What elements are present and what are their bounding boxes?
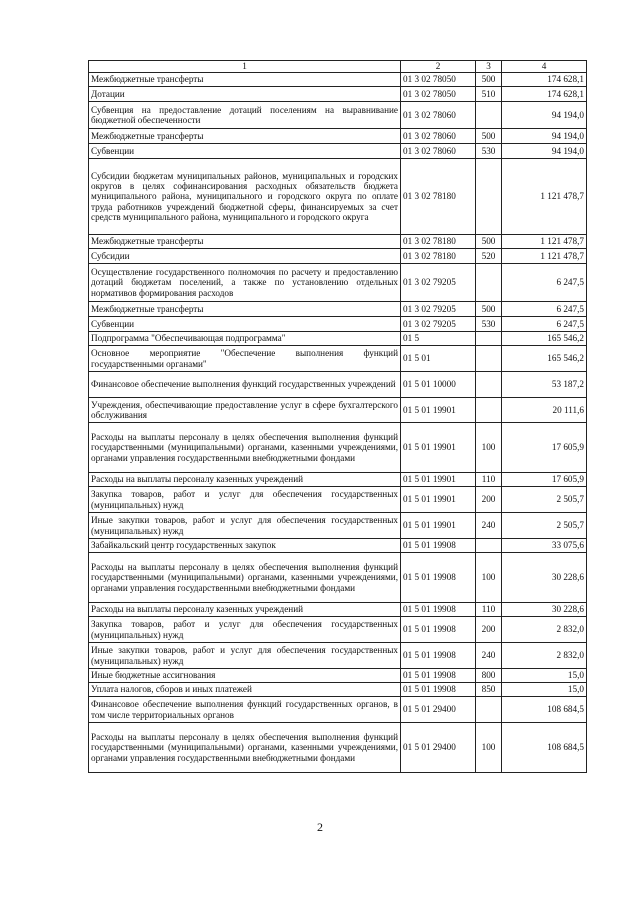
row-amount: 1 121 478,7 bbox=[502, 235, 587, 249]
row-type: 530 bbox=[476, 317, 502, 332]
table-row bbox=[89, 87, 587, 102]
row-amount: 174 628,1 bbox=[502, 73, 587, 87]
row-code: 01 3 02 78180 bbox=[401, 159, 476, 235]
row-amount: 15,0 bbox=[502, 669, 587, 683]
row-code: 01 5 01 10000 bbox=[401, 372, 476, 398]
row-name: Субвенции bbox=[89, 144, 401, 159]
row-name: Межбюджетные трансферты bbox=[89, 73, 401, 87]
row-amount: 2 832,0 bbox=[502, 617, 587, 643]
row-code: 01 5 01 19908 bbox=[401, 617, 476, 643]
row-type: 500 bbox=[476, 73, 502, 87]
row-amount: 94 194,0 bbox=[502, 102, 587, 129]
budget-table bbox=[88, 60, 587, 773]
table-row bbox=[89, 159, 587, 235]
row-name: Субвенции bbox=[89, 317, 401, 332]
row-code: 01 3 02 78180 bbox=[401, 249, 476, 264]
row-name: Подпрограмма "Обеспечивающая подпрограмма" bbox=[89, 332, 401, 346]
row-name: Расходы на выплаты персоналу казенных учреждений bbox=[89, 603, 401, 617]
row-code: 01 3 02 78060 bbox=[401, 102, 476, 129]
row-amount: 1 121 478,7 bbox=[502, 159, 587, 235]
row-amount: 6 247,5 bbox=[502, 302, 587, 317]
row-code: 01 3 02 78060 bbox=[401, 129, 476, 144]
row-name: Иные бюджетные ассигнования bbox=[89, 669, 401, 683]
row-amount: 33 075,6 bbox=[502, 539, 587, 553]
row-code: 01 3 02 78050 bbox=[401, 73, 476, 87]
row-name: Учреждения, обеспечивающие предоставление услуг в сфере бухгалтерского обслуживания bbox=[89, 398, 401, 423]
row-name: Межбюджетные трансферты bbox=[89, 302, 401, 317]
table-row bbox=[89, 539, 587, 553]
row-amount: 108 684,5 bbox=[502, 723, 587, 773]
row-type: 530 bbox=[476, 144, 502, 159]
row-amount: 15,0 bbox=[502, 683, 587, 697]
row-type: 850 bbox=[476, 683, 502, 697]
table-row bbox=[89, 513, 587, 539]
row-type: 510 bbox=[476, 87, 502, 102]
header-row bbox=[89, 61, 587, 73]
table-row bbox=[89, 144, 587, 159]
header-cell-code: 2 bbox=[401, 61, 476, 73]
row-code: 01 5 01 19901 bbox=[401, 513, 476, 539]
row-type bbox=[476, 372, 502, 398]
row-type bbox=[476, 264, 502, 302]
table-row bbox=[89, 346, 587, 372]
row-code: 01 5 01 29400 bbox=[401, 723, 476, 773]
table-row bbox=[89, 697, 587, 723]
row-code: 01 3 02 79205 bbox=[401, 317, 476, 332]
row-code: 01 5 01 19901 bbox=[401, 398, 476, 423]
table-row bbox=[89, 332, 587, 346]
row-type: 100 bbox=[476, 723, 502, 773]
row-type bbox=[476, 346, 502, 372]
row-amount: 17 605,9 bbox=[502, 473, 587, 487]
row-code: 01 5 01 bbox=[401, 346, 476, 372]
row-name: Иные закупки товаров, работ и услуг для обеспечения государственных (муниципальных) нужд bbox=[89, 513, 401, 539]
row-type: 240 bbox=[476, 643, 502, 669]
table-row bbox=[89, 683, 587, 697]
row-amount: 94 194,0 bbox=[502, 144, 587, 159]
table-row bbox=[89, 372, 587, 398]
table-row bbox=[89, 473, 587, 487]
row-type: 500 bbox=[476, 235, 502, 249]
row-type: 800 bbox=[476, 669, 502, 683]
header-cell-type: 3 bbox=[476, 61, 502, 73]
table-row bbox=[89, 73, 587, 87]
row-type: 500 bbox=[476, 129, 502, 144]
row-name: Расходы на выплаты персоналу в целях обеспечения выполнения функций государственными (муниципальными) органами, казенными учреждениями, органами управления государственными внебюджетными фондами bbox=[89, 423, 401, 473]
row-name: Расходы на выплаты персоналу в целях обеспечения выполнения функций государственными (муниципальными) органами, казенными учреждениями, органами управления государственными внебюджетными фондами bbox=[89, 553, 401, 603]
table-row bbox=[89, 617, 587, 643]
row-name: Финансовое обеспечение выполнения функций государственных учреждений bbox=[89, 372, 401, 398]
row-name: Дотации bbox=[89, 87, 401, 102]
row-amount: 30 228,6 bbox=[502, 603, 587, 617]
row-code: 01 5 01 19908 bbox=[401, 643, 476, 669]
row-amount: 174 628,1 bbox=[502, 87, 587, 102]
table-row bbox=[89, 643, 587, 669]
row-code: 01 3 02 79205 bbox=[401, 302, 476, 317]
header-cell-amount: 4 bbox=[502, 61, 587, 73]
row-type: 100 bbox=[476, 553, 502, 603]
table-row bbox=[89, 603, 587, 617]
row-type: 100 bbox=[476, 423, 502, 473]
table-row bbox=[89, 723, 587, 773]
row-code: 01 5 01 19908 bbox=[401, 603, 476, 617]
table-row bbox=[89, 302, 587, 317]
row-amount: 30 228,6 bbox=[502, 553, 587, 603]
row-name: Основное мероприятие "Обеспечение выполнения функций государственными органами" bbox=[89, 346, 401, 372]
row-type bbox=[476, 539, 502, 553]
row-code: 01 5 01 19908 bbox=[401, 539, 476, 553]
table-row bbox=[89, 102, 587, 129]
row-name: Субсидии bbox=[89, 249, 401, 264]
row-name: Забайкальский центр государственных закупок bbox=[89, 539, 401, 553]
row-code: 01 3 02 78060 bbox=[401, 144, 476, 159]
row-code: 01 5 01 19901 bbox=[401, 487, 476, 513]
row-name: Субсидии бюджетам муниципальных районов, муниципальных и городских округов в целях софинансирования расходных обязательств бюджета муниципального района, муниципального и городского округа по оплате труда работников учреждений бюджетной сферы, финансируемых за счет средств муниципального района, муниципального и городского округа bbox=[89, 159, 401, 235]
row-code: 01 3 02 78050 bbox=[401, 87, 476, 102]
row-type: 240 bbox=[476, 513, 502, 539]
row-name: Закупка товаров, работ и услуг для обеспечения государственных (муниципальных) нужд bbox=[89, 487, 401, 513]
table-row bbox=[89, 264, 587, 302]
row-amount: 165 546,2 bbox=[502, 332, 587, 346]
row-name: Расходы на выплаты персоналу в целях обеспечения выполнения функций государственными (муниципальными) органами, казенными учреждениями, органами управления государственными внебюджетными фондами bbox=[89, 723, 401, 773]
row-amount: 6 247,5 bbox=[502, 317, 587, 332]
header-cell-name: 1 bbox=[89, 61, 401, 73]
row-type bbox=[476, 697, 502, 723]
row-amount: 2 505,7 bbox=[502, 513, 587, 539]
row-name: Межбюджетные трансферты bbox=[89, 235, 401, 249]
row-name: Иные закупки товаров, работ и услуг для обеспечения государственных (муниципальных) нужд bbox=[89, 643, 401, 669]
row-type: 520 bbox=[476, 249, 502, 264]
row-amount: 108 684,5 bbox=[502, 697, 587, 723]
row-amount: 20 111,6 bbox=[502, 398, 587, 423]
table-row bbox=[89, 669, 587, 683]
row-code: 01 5 01 19908 bbox=[401, 683, 476, 697]
table-row bbox=[89, 129, 587, 144]
row-code: 01 5 01 29400 bbox=[401, 697, 476, 723]
row-name: Расходы на выплаты персоналу казенных учреждений bbox=[89, 473, 401, 487]
row-name: Финансовое обеспечение выполнения функций государственных органов, в том числе территориальных органов bbox=[89, 697, 401, 723]
row-type: 500 bbox=[476, 302, 502, 317]
row-code: 01 5 01 19901 bbox=[401, 473, 476, 487]
row-type bbox=[476, 332, 502, 346]
row-amount: 165 546,2 bbox=[502, 346, 587, 372]
row-amount: 6 247,5 bbox=[502, 264, 587, 302]
table-row bbox=[89, 317, 587, 332]
row-amount: 2 832,0 bbox=[502, 643, 587, 669]
row-name: Межбюджетные трансферты bbox=[89, 129, 401, 144]
row-code: 01 5 bbox=[401, 332, 476, 346]
row-name: Закупка товаров, работ и услуг для обеспечения государственных (муниципальных) нужд bbox=[89, 617, 401, 643]
table-row bbox=[89, 398, 587, 423]
row-type: 110 bbox=[476, 473, 502, 487]
row-amount: 94 194,0 bbox=[502, 129, 587, 144]
row-amount: 1 121 478,7 bbox=[502, 249, 587, 264]
row-amount: 53 187,2 bbox=[502, 372, 587, 398]
row-name: Осуществление государственного полномочия по расчету и предоставлению дотаций бюджетам поселений, а также по установлению отдельных нормативов формирования расходов bbox=[89, 264, 401, 302]
row-code: 01 3 02 79205 bbox=[401, 264, 476, 302]
page-number: 2 bbox=[317, 820, 323, 834]
row-code: 01 3 02 78180 bbox=[401, 235, 476, 249]
table-row bbox=[89, 249, 587, 264]
row-type: 110 bbox=[476, 603, 502, 617]
table-row bbox=[89, 423, 587, 473]
table-row bbox=[89, 487, 587, 513]
row-name: Субвенция на предоставление дотаций поселениям на выравнивание бюджетной обеспеченности bbox=[89, 102, 401, 129]
row-type bbox=[476, 398, 502, 423]
table-row bbox=[89, 553, 587, 603]
row-type: 200 bbox=[476, 617, 502, 643]
row-code: 01 5 01 19908 bbox=[401, 669, 476, 683]
row-amount: 2 505,7 bbox=[502, 487, 587, 513]
row-type bbox=[476, 102, 502, 129]
row-amount: 17 605,9 bbox=[502, 423, 587, 473]
row-type: 200 bbox=[476, 487, 502, 513]
row-type bbox=[476, 159, 502, 235]
row-name: Уплата налогов, сборов и иных платежей bbox=[89, 683, 401, 697]
table-row bbox=[89, 235, 587, 249]
row-code: 01 5 01 19901 bbox=[401, 423, 476, 473]
row-code: 01 5 01 19908 bbox=[401, 553, 476, 603]
